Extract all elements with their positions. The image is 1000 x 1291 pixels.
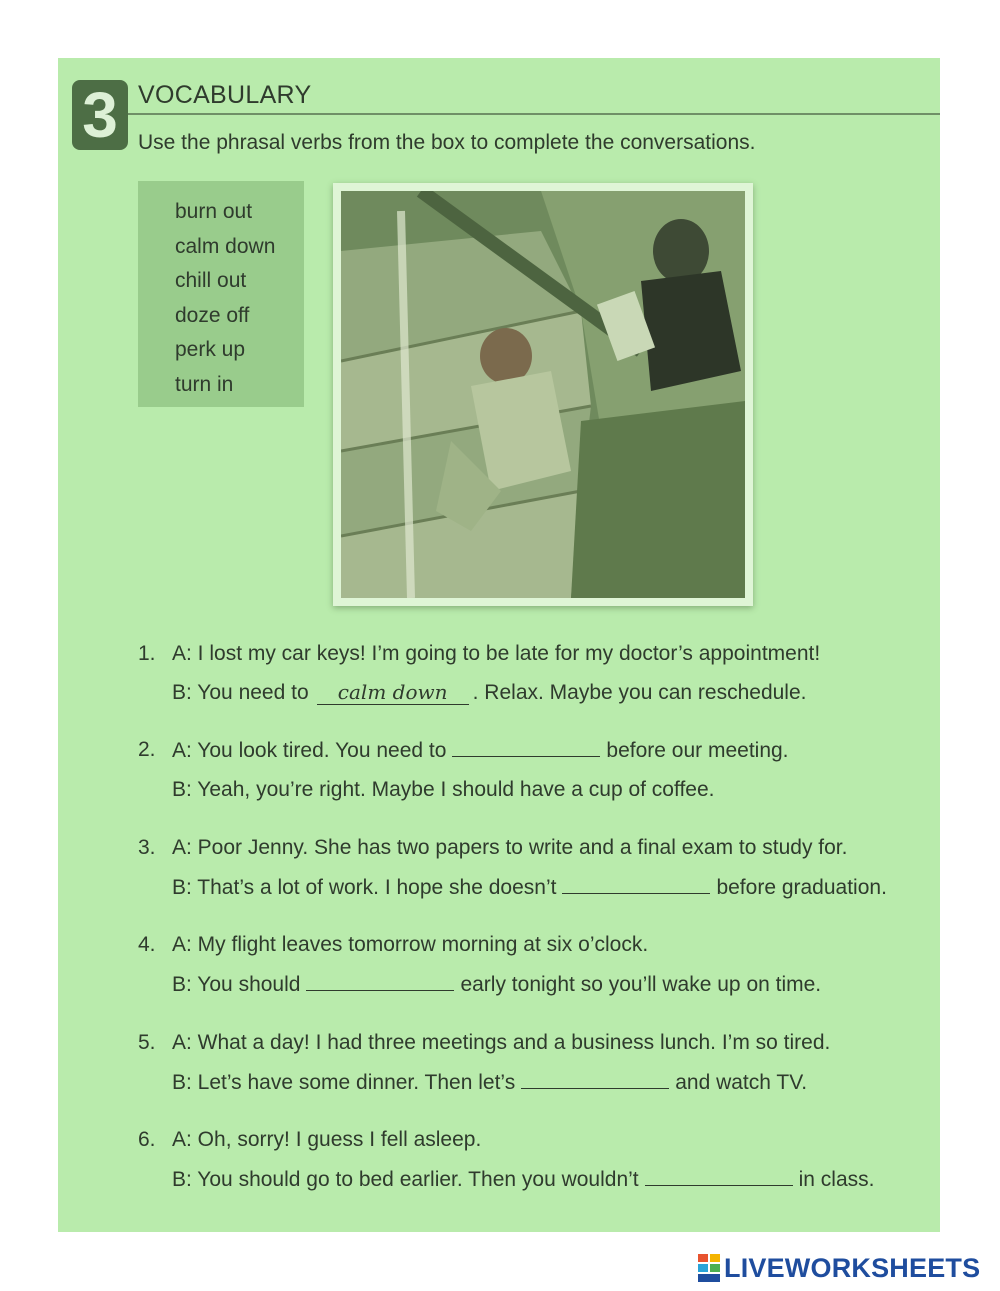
- question-number: 2.: [138, 738, 156, 761]
- word-item: calm down: [175, 234, 276, 258]
- question-4-line-a: A: My flight leaves tomorrow morning at six o’clock.: [172, 933, 649, 956]
- instructions: Use the phrasal verbs from the box to complete the conversations.: [138, 131, 756, 154]
- line-b-text: before graduation.: [716, 876, 887, 899]
- answer-blank[interactable]: [452, 738, 600, 757]
- stairs-photo: [341, 191, 745, 598]
- section-title: VOCABULARY: [138, 81, 312, 109]
- answer-blank[interactable]: [306, 972, 454, 991]
- liveworksheets-brand: [698, 1250, 980, 1286]
- line-a-text: before our meeting.: [606, 739, 789, 762]
- question-number: 4.: [138, 933, 156, 956]
- liveworksheets-logo-icon: [698, 1254, 720, 1282]
- question-4-line-b: [172, 972, 821, 997]
- question-5-line-a: A: What a day! I had three meetings and a business lunch. I’m so tired.: [172, 1031, 831, 1054]
- question-5-line-b: [172, 1070, 807, 1095]
- brand-name: LIVEWORKSHEETS: [724, 1252, 981, 1283]
- line-b-text: B: You should: [172, 973, 301, 996]
- line-b-text: B: You should go to bed earlier. Then you wouldn’t: [172, 1168, 639, 1191]
- answer-blank[interactable]: [645, 1167, 793, 1186]
- exercise-number-badge: 3: [72, 80, 128, 150]
- question-3-line-b: [172, 875, 887, 900]
- answer-blank[interactable]: [562, 875, 710, 894]
- line-b-text: and watch TV.: [675, 1071, 808, 1094]
- question-1-line-a: A: I lost my car keys! I’m going to be late for my doctor’s appointment!: [172, 642, 821, 665]
- question-2-line-a: [172, 738, 789, 763]
- question-number: 6.: [138, 1128, 156, 1151]
- question-number: 5.: [138, 1031, 156, 1054]
- question-3-line-a: A: Poor Jenny. She has two papers to write and a final exam to study for.: [172, 836, 848, 859]
- line-b-text: B: Let’s have some dinner. Then let’s: [172, 1071, 516, 1094]
- line-a-text: A: You look tired. You need to: [172, 739, 447, 762]
- answer-example: calm down: [317, 680, 469, 705]
- stairs-photo-frame: [333, 183, 753, 606]
- question-6-line-a: A: Oh, sorry! I guess I fell asleep.: [172, 1128, 482, 1151]
- line-b-text: . Relax. Maybe you can reschedule.: [472, 681, 807, 704]
- line-b-text: in class.: [798, 1168, 875, 1191]
- line-b-text: B: That’s a lot of work. I hope she doesn’t: [172, 876, 557, 899]
- header-divider: [128, 113, 940, 115]
- word-item: chill out: [175, 269, 247, 292]
- line-b-text: B: You need to: [172, 681, 309, 704]
- word-item: burn out: [175, 200, 253, 223]
- question-number: 1.: [138, 642, 156, 665]
- line-b-text: early tonight so you’ll wake up on time.: [460, 973, 822, 996]
- question-2-line-b: B: Yeah, you’re right. Maybe I should have a cup of coffee.: [172, 778, 715, 801]
- word-item: perk up: [175, 338, 246, 361]
- answer-blank[interactable]: [521, 1070, 669, 1089]
- question-1-line-b: [172, 680, 807, 705]
- word-item: turn in: [175, 372, 234, 396]
- word-item: doze off: [175, 303, 250, 327]
- word-box: [138, 181, 304, 407]
- question-number: 3.: [138, 836, 156, 859]
- question-6-line-b: [172, 1167, 874, 1192]
